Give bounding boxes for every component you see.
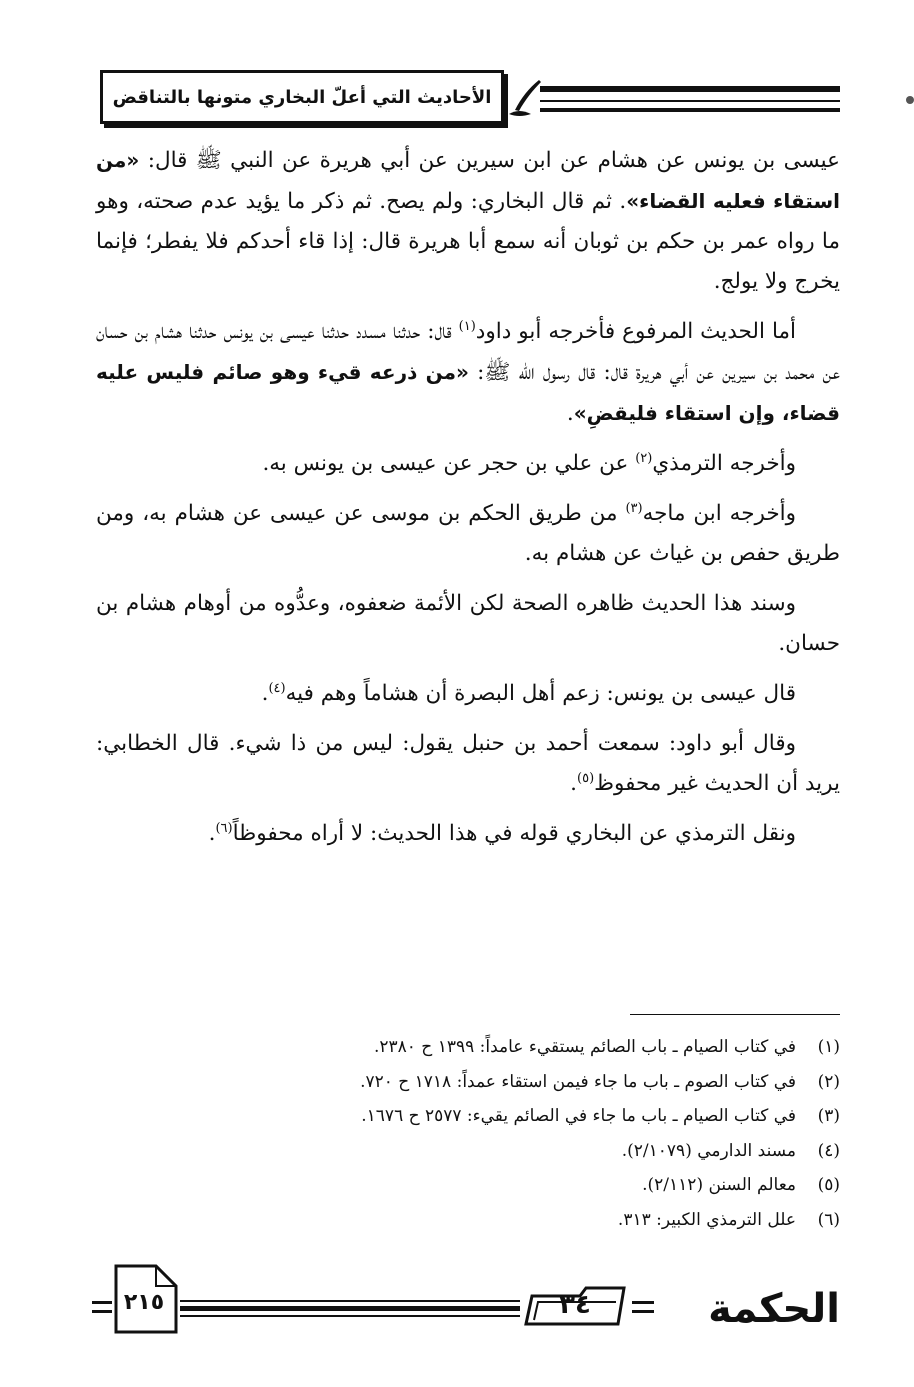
footnote: (٤)مسند الدارمي (٢/١٠٧٩).: [621, 1140, 840, 1161]
footer-rule: [180, 1315, 520, 1317]
paragraph: وسند هذا الحديث ظاهره الصحة لكن الأئمة ضعفوه، وعدُّوه من أوهام هشام بن حسان.: [96, 591, 840, 656]
paragraph: قال عيسى بن يونس: زعم أهل البصرة أن هشاماً وهم فيه$^{(٤)}$.: [261, 680, 796, 706]
footer-rule: [92, 1301, 112, 1304]
paragraph: وقال أبو داود: سمعت أحمد بن حنبل يقول: ليس من ذا شيء. قال الخطابي: يريد أن الحديث غير محفوظ$^{(٥)}$.: [96, 731, 840, 796]
footnote-ref[interactable]: (٢): [635, 450, 653, 466]
footer-rule: [632, 1310, 654, 1313]
footnote: (٦)علل الترمذي الكبير: ٣١٣.: [617, 1209, 840, 1230]
main-text: [96, 140, 840, 864]
hadith-quote: «من ذرعه قيء وهو صائم فليس عليه قضاء، وإن استقاء فليقضِ»: [96, 360, 840, 425]
footnote: (٢)في كتاب الصوم ـ باب ما جاء فيمن استقاء عمداً: ١٧١٨ ح ٧٢٠.: [360, 1071, 840, 1092]
page-number: ٢١٥: [123, 1290, 165, 1315]
footnote-separator: [630, 1014, 840, 1015]
quill-pen-icon: [505, 78, 543, 118]
footer-rule: [632, 1301, 654, 1304]
footnote-ref[interactable]: (٣): [625, 500, 643, 516]
footnote: (١)في كتاب الصيام ـ باب الصائم يستقيء عامداً: ١٣٩٩ ح ٢٣٨٠.: [373, 1037, 840, 1057]
footnote: (٣)في كتاب الصيام ـ باب ما جاء في الصائم يقيء: ٢٥٧٧ ح ١٦٧٦.: [361, 1106, 840, 1126]
margin-dot: [906, 96, 914, 104]
running-header-title: الأحاديث التي أعلّ البخاري متونها بالتناقض: [100, 70, 504, 124]
header-rule: [540, 86, 840, 92]
footnote-ref[interactable]: (٥): [577, 770, 595, 786]
paragraph: وأخرجه ابن ماجه$^{(٣)}$ من طريق الحكم بن موسى عن عيسى عن هشام به، ومن طريق حفص بن غياث عن هشام به.: [96, 500, 840, 566]
footnote: (٥)معالم السنن (٢/١١٢).: [642, 1175, 840, 1195]
footer-rule: [180, 1300, 520, 1302]
footnotes: [96, 1030, 840, 1237]
footnote-ref[interactable]: (٤): [268, 680, 286, 696]
paragraph: وأخرجه الترمذي$^{(٢)}$ عن علي بن حجر عن عيسى بن يونس به.: [262, 450, 796, 476]
footnote-ref[interactable]: (٦): [215, 820, 233, 836]
paragraph: أما الحديث المرفوع فأخرجه أبو داود$^{(١)}$ قال: حدثنا مسدد حدثنا عيسى بن يونس حدثنا هشام بن حسان عن محمد بن سيرين عن أبي هريرة قال: قال رسول الله ﷺ: «من ذرعه قيء وهو صائم فليس عليه قضاء، وإن استقاء فليقضِ».: [96, 318, 840, 426]
hadith-quote: «من استقاء فعليه القضاء»: [96, 148, 840, 213]
header-rule: [540, 108, 840, 112]
footer-rule: [92, 1310, 112, 1313]
footer-rule: [180, 1306, 520, 1311]
paragraph: عيسى بن يونس عن هشام عن ابن سيرين عن أبي هريرة عن النبي ﷺ قال: «من استقاء فعليه القضاء». ثم قال البخاري: ولم يصح. ثم ذكر ما يؤيد عدم صحته، وهو ما رواه عمر بن حكم بن ثوبان أنه سمع أبا هريرة قال: إذا قاء أحدكم فلا يفطر؛ فإنما يخرج ولا يولج.: [96, 148, 840, 294]
paragraph: ونقل الترمذي عن البخاري قوله في هذا الحديث: لا أراه محفوظاً$^{(٦)}$.: [208, 820, 796, 846]
journal-logo: الحكمة: [708, 1286, 840, 1332]
footnote-ref[interactable]: (١): [458, 318, 476, 334]
issue-number: ٣٤: [559, 1290, 591, 1320]
header-rule: [540, 100, 840, 102]
